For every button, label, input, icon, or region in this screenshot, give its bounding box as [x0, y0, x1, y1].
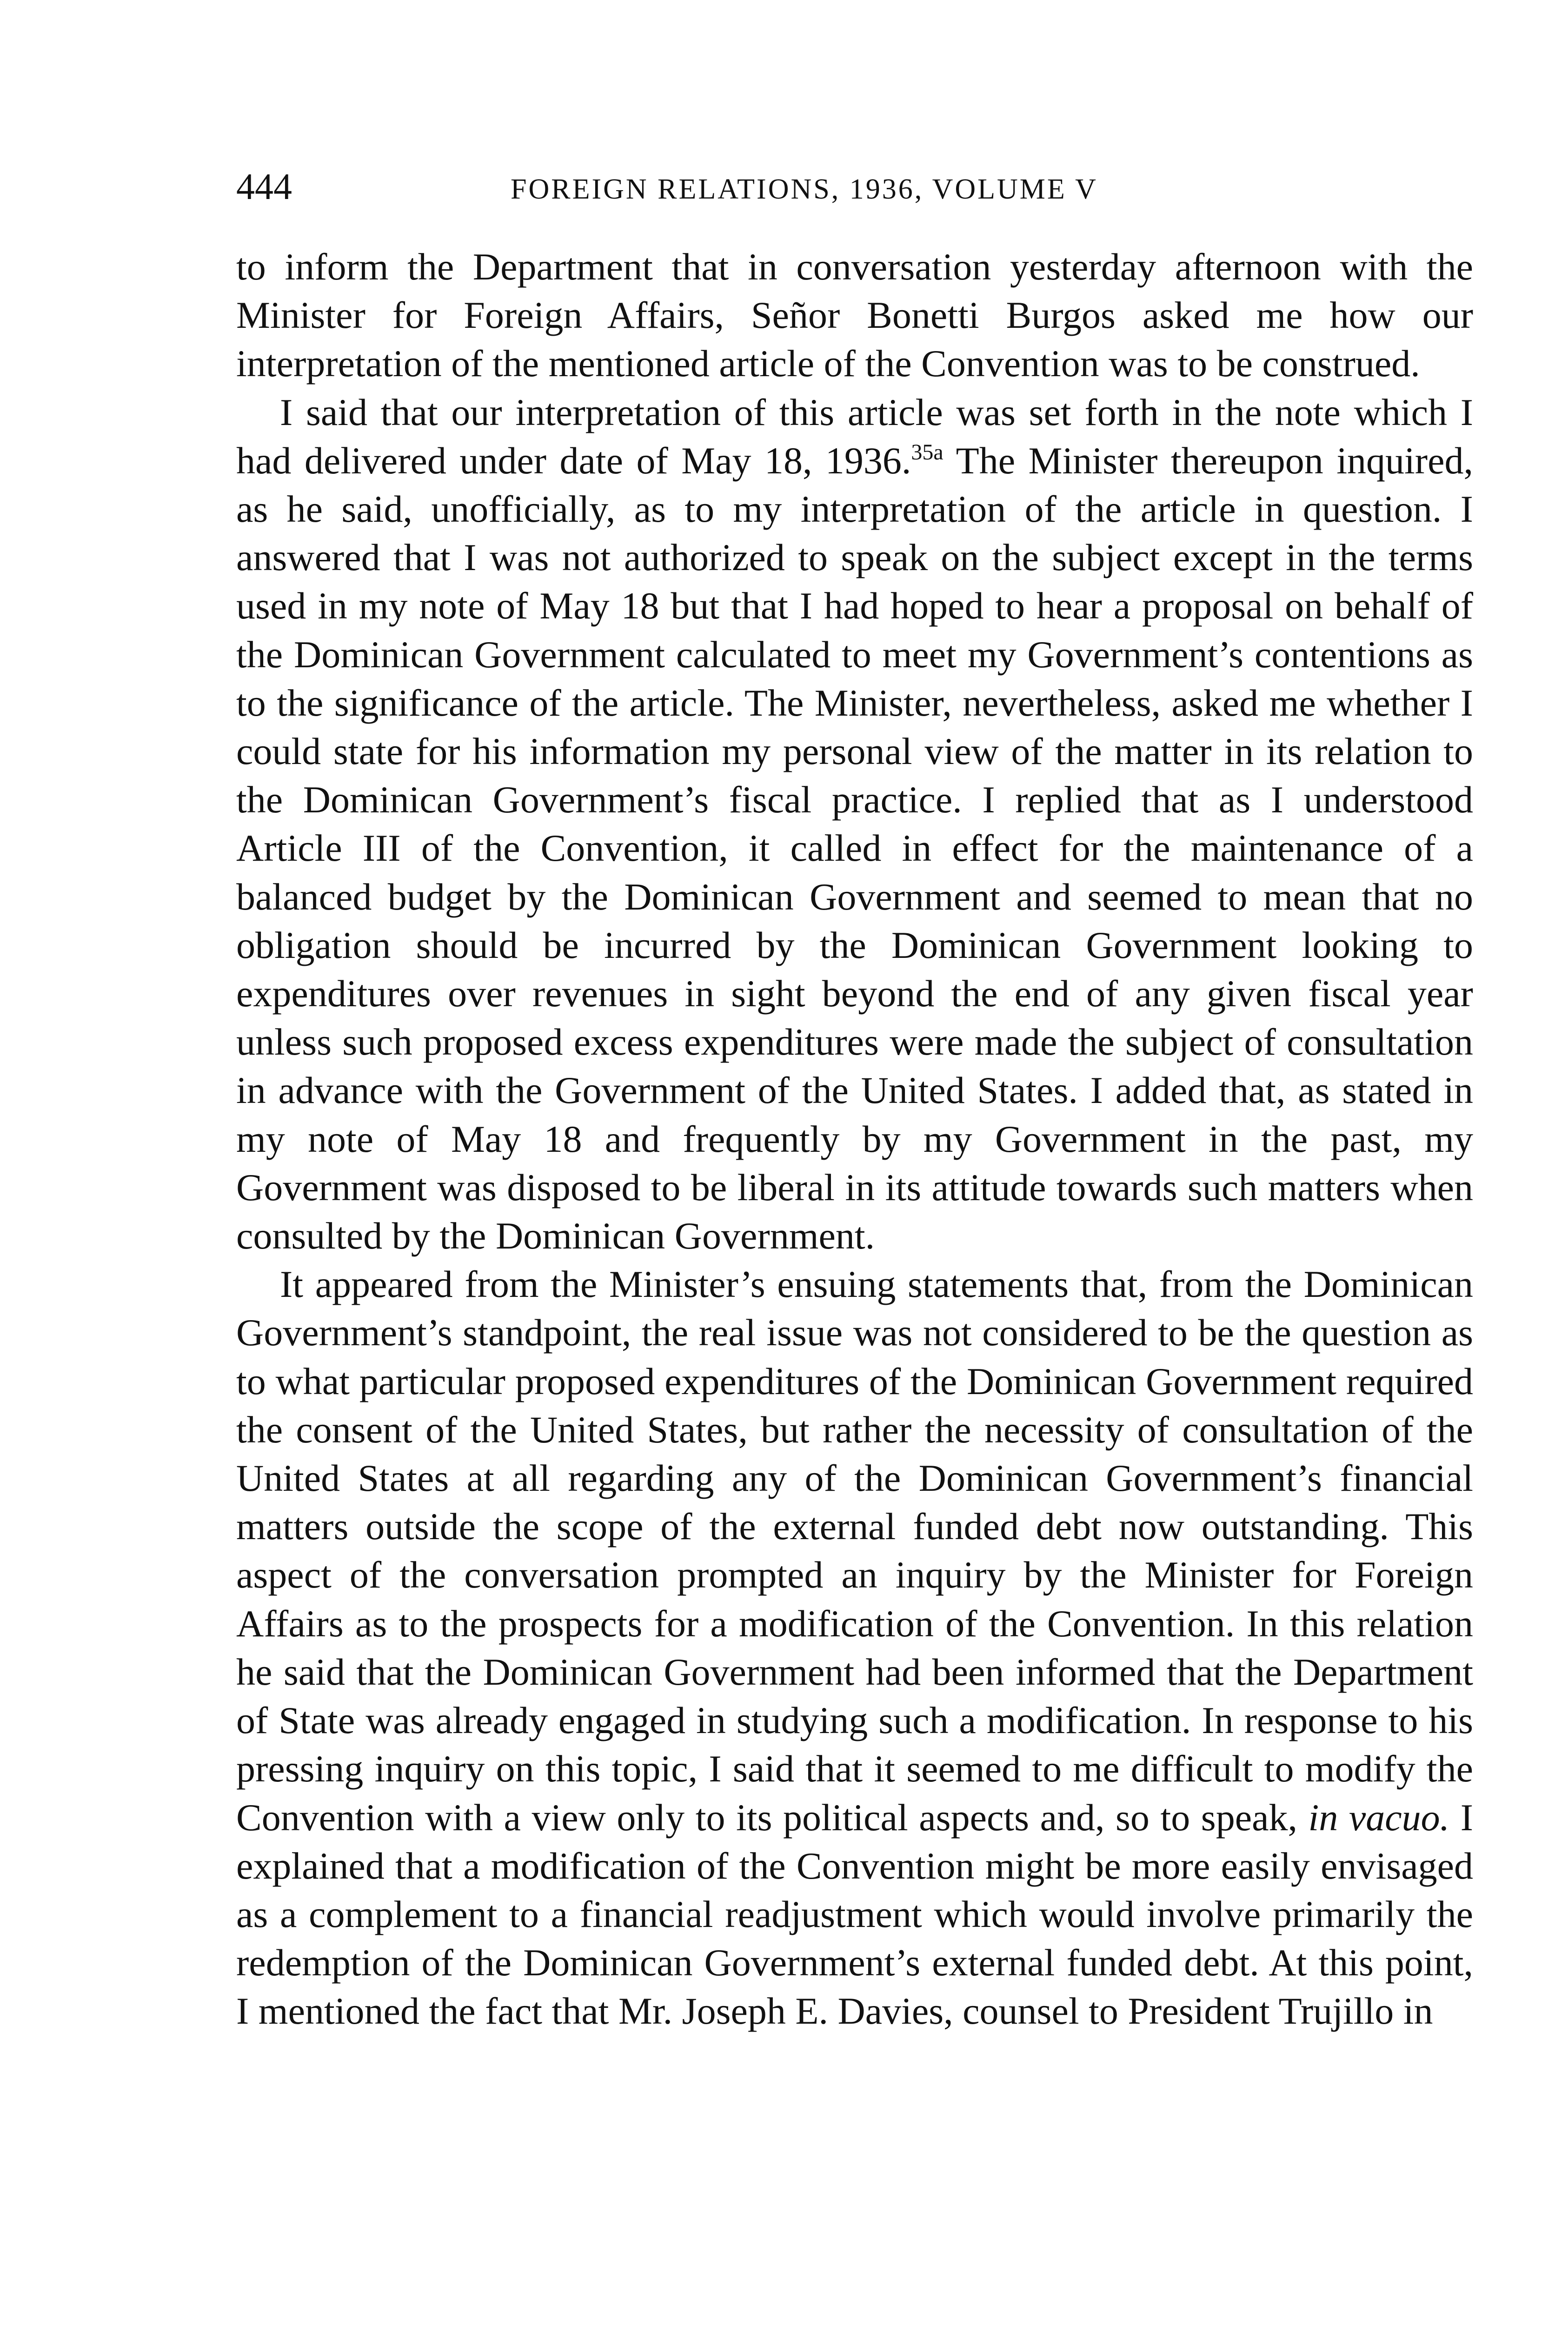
paragraph-1 [236, 243, 1473, 388]
paragraph-1-text: to inform the Department that in conversation yesterday afternoon with the Minister for Foreign Affairs, Señor Bonetti Burgos asked me how our interpretation of the mentioned article of the Convention was to be construed. [236, 246, 1473, 385]
footnote-reference: 35a [911, 439, 943, 465]
paragraph-3-text-end: I explained that a modification of the Convention might be more easily envisaged as a complement to a financial readjustment which would involve primarily the redemption of the Dominican Government’s external funded debt. At this point, I mentioned the fact that Mr. Joseph E. Davies, counsel to President Trujillo in [236, 1796, 1473, 2033]
body-text [236, 243, 1473, 2036]
page-number: 444 [236, 166, 292, 207]
running-head: FOREIGN RELATIONS, 1936, VOLUME V [511, 173, 1098, 205]
paragraph-2 [236, 388, 1473, 1261]
paragraph-2-text-start: I said that our interpretation of this article was set forth in the note which I had delivered under date of May 18, 1936. [236, 391, 1473, 482]
paragraph-3 [236, 1260, 1473, 2035]
paragraph-2-text-end: The Minister thereupon inquired, as he said, unofficially, as to my interpretation of the article in question. I answered that I was not authorized to speak on the subject except in the terms used in my note of May 18 but that I had hoped to hear a proposal on behalf of the Dominican Government calculated to meet my Government’s contentions as to the significance of the article. The Minister, nevertheless, asked me whether I could state for his information my personal view of the matter in its relation to the Dominican Government’s fiscal practice. I replied that as I understood Article III of the Convention, it called in effect for the maintenance of a balanced budget by the Dominican Government and seemed to mean that no obligation should be incurred by the Dominican Government looking to expenditures over revenues in sight beyond the end of any given fiscal year unless such proposed excess expenditures were made the subject of consultation in advance with the Government of the United States. I added that, as stated in my note of May 18 and frequently by my Government in the past, my Government was disposed to be liberal in its attitude towards such matters when consulted by the Dominican Government. [236, 439, 1473, 1257]
paragraph-3-text-start: It appeared from the Minister’s ensuing statements that, from the Dominican Government’s standpoint, the real issue was not considered to be the question as to what particular proposed expenditures of the Dominican Government required the consent of the United States, but rather the necessity of consultation of the United States at all regarding any of the Dominican Government’s financial matters outside the scope of the external funded debt now outstanding. This aspect of the conversation prompted an inquiry by the Minister for Foreign Affairs as to the prospects for a modification of the Convention. In this relation he said that the Dominican Government had been informed that the Department of State was already engaged in studying such a modification. In response to his pressing inquiry on this topic, I said that it seemed to me difficult to modify the Convention with a view only to its political aspects and, so to speak, [236, 1263, 1473, 1839]
page-header [236, 164, 1292, 215]
italic-phrase: in vacuo. [1308, 1796, 1450, 1839]
